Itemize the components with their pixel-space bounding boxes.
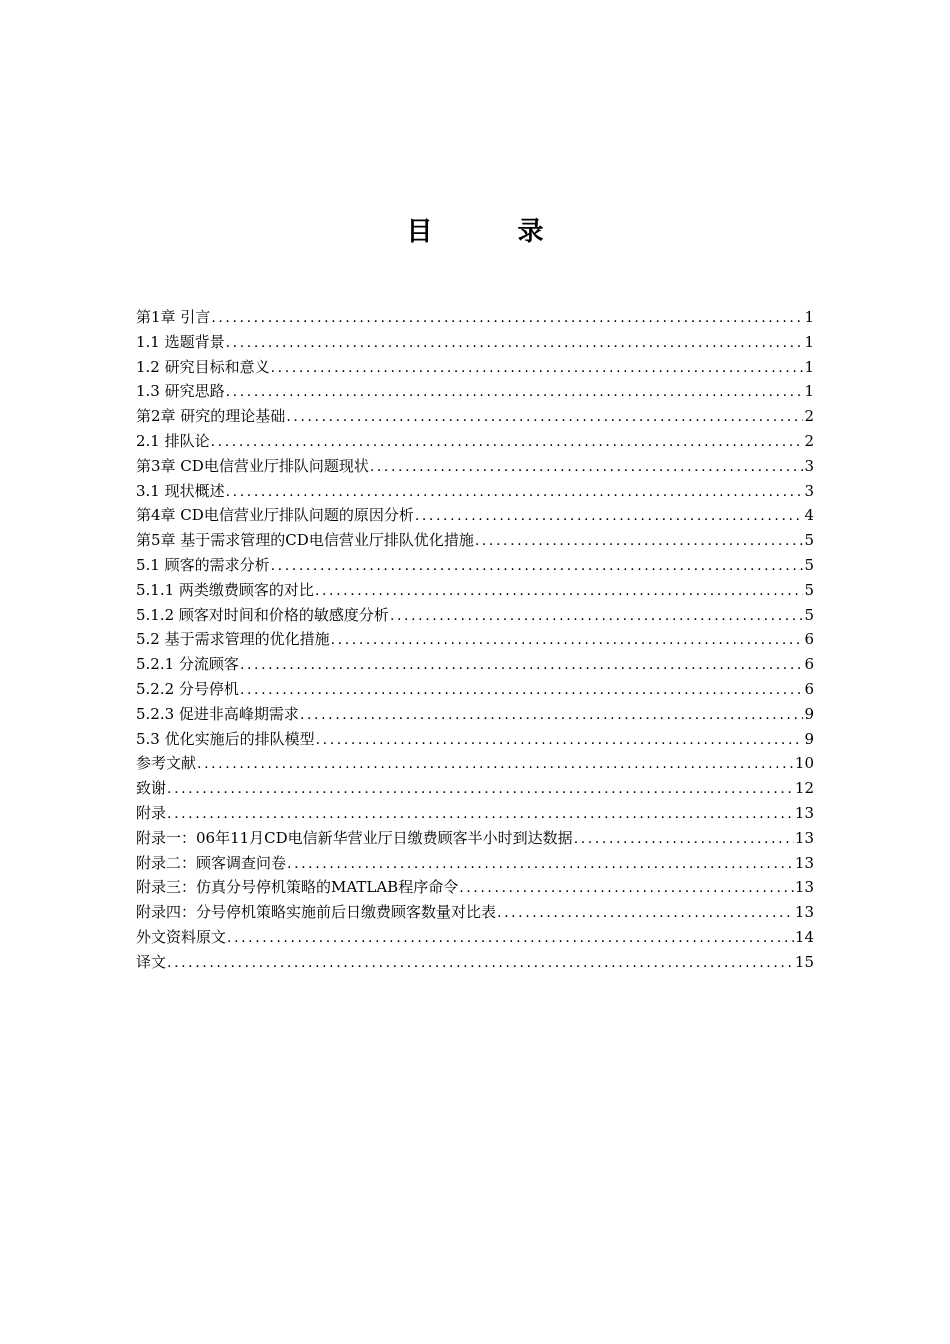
- toc-entry-title: 5.1.2 顾客对时间和价格的敏感度分析: [136, 605, 389, 624]
- toc-entry-title: 第5章 基于需求管理的CD电信营业厅排队优化措施: [136, 531, 474, 550]
- toc-entry-title: 致谢: [136, 779, 167, 798]
- toc-dot-leader: [286, 405, 803, 429]
- toc-dot-leader: [167, 777, 794, 801]
- toc-page-number: 4: [804, 506, 814, 525]
- toc-page-number: 6: [804, 655, 814, 674]
- toc-entry-title: 附录三：仿真分号停机策略的MATLAB程序命令: [136, 878, 459, 897]
- toc-dot-leader: [574, 827, 794, 851]
- toc-entry[interactable]: [136, 727, 814, 752]
- toc-dot-leader: [167, 951, 794, 975]
- toc-page-number: 13: [794, 828, 814, 847]
- toc-page-number: 5: [804, 531, 814, 550]
- toc-dot-leader: [271, 356, 804, 380]
- toc-dot-leader: [316, 728, 804, 752]
- toc-page-number: 15: [794, 952, 814, 971]
- toc-dot-leader: [300, 703, 804, 727]
- toc-dot-leader: [271, 554, 804, 578]
- toc-entry[interactable]: [136, 355, 814, 380]
- toc-entry[interactable]: [136, 603, 814, 628]
- toc-entry-title: 译文: [136, 952, 167, 971]
- toc-entry[interactable]: [136, 875, 814, 900]
- toc-entry-title: 第4章 CD电信营业厅排队问题的原因分析: [136, 506, 414, 525]
- toc-entry[interactable]: [136, 578, 814, 603]
- toc-dot-leader: [287, 852, 794, 876]
- toc-entry[interactable]: [136, 627, 814, 652]
- toc-entry[interactable]: [136, 429, 814, 454]
- toc-page-number: 5: [804, 605, 814, 624]
- toc-entry[interactable]: [136, 702, 814, 727]
- toc-entry[interactable]: [136, 379, 814, 404]
- toc-entry-title: 5.2.2 分号停机: [136, 679, 239, 698]
- toc-entry[interactable]: [136, 503, 814, 528]
- toc-dot-leader: [459, 876, 794, 900]
- toc-page-number: 6: [804, 679, 814, 698]
- toc-dot-leader: [240, 653, 804, 677]
- toc-entry[interactable]: [136, 851, 814, 876]
- toc-dot-leader: [390, 604, 804, 628]
- toc-page-number: 9: [804, 704, 814, 723]
- toc-entry-title: 第2章 研究的理论基础: [136, 407, 286, 426]
- toc-dot-leader: [497, 901, 794, 925]
- toc-page-number: 14: [794, 927, 814, 946]
- toc-entry-title: 5.1.1 两类缴费顾客的对比: [136, 580, 314, 599]
- toc-dot-leader: [226, 480, 804, 504]
- toc-page-number: 13: [794, 903, 814, 922]
- toc-entry[interactable]: [136, 454, 814, 479]
- toc-page-number: 2: [804, 431, 814, 450]
- toc-page-number: 5: [804, 580, 814, 599]
- toc-dot-leader: [240, 678, 804, 702]
- toc-entry[interactable]: [136, 652, 814, 677]
- toc-entry-title: 参考文献: [136, 754, 197, 773]
- toc-entry-title: 5.3 优化实施后的排队模型: [136, 729, 315, 748]
- toc-entry-title: 附录二：顾客调查问卷: [136, 853, 287, 872]
- toc-entry[interactable]: [136, 330, 814, 355]
- toc-entry-title: 5.2.1 分流顾客: [136, 655, 239, 674]
- toc-entry-title: 5.2.3 促进非高峰期需求: [136, 704, 299, 723]
- toc-page-number: 2: [804, 407, 814, 426]
- toc-page-number: 6: [804, 630, 814, 649]
- toc-entry-title: 5.1 顾客的需求分析: [136, 555, 270, 574]
- toc-page-number: 5: [804, 555, 814, 574]
- toc-page-number: 1: [804, 332, 814, 351]
- toc-page-number: 3: [804, 481, 814, 500]
- toc-dot-leader: [226, 380, 804, 404]
- toc-entry[interactable]: [136, 677, 814, 702]
- toc-dot-leader: [370, 455, 804, 479]
- toc-dot-leader: [475, 529, 804, 553]
- toc-entry-title: 2.1 排队论: [136, 431, 210, 450]
- toc-entry-title: 5.2 基于需求管理的优化措施: [136, 630, 330, 649]
- toc-entry-title: 第1章 引言: [136, 308, 211, 326]
- toc-page-number: 1: [804, 357, 814, 376]
- toc-entry[interactable]: [136, 553, 814, 578]
- toc-entry[interactable]: [136, 826, 814, 851]
- toc-entry-title: 附录四：分号停机策略实施前后日缴费顾客数量对比表: [136, 903, 497, 922]
- toc-entry[interactable]: [136, 776, 814, 801]
- toc-entry-title: 1.3 研究思路: [136, 382, 225, 401]
- toc-page-number: 13: [794, 853, 814, 872]
- toc-entry[interactable]: [136, 404, 814, 429]
- toc-entry-title: 第3章 CD电信营业厅排队问题现状: [136, 456, 369, 475]
- toc-entry-title: 附录: [136, 803, 167, 822]
- toc-entry[interactable]: [136, 801, 814, 826]
- toc-dot-leader: [211, 430, 804, 454]
- toc-page-number: 13: [794, 878, 814, 897]
- toc-entry[interactable]: [136, 900, 814, 925]
- page-title: 目 录: [406, 217, 582, 247]
- toc-dot-leader: [331, 628, 804, 652]
- toc-page-number: 1: [804, 382, 814, 401]
- toc-entry[interactable]: [136, 479, 814, 504]
- toc-page-number: 13: [794, 803, 814, 822]
- toc-dot-leader: [415, 504, 804, 528]
- toc-page-number: 10: [794, 754, 814, 773]
- toc-dot-leader: [167, 802, 794, 826]
- toc-page-number: 12: [794, 779, 814, 798]
- toc-dot-leader: [315, 579, 804, 603]
- toc-dot-leader: [226, 331, 804, 355]
- toc-entry[interactable]: [136, 528, 814, 553]
- toc-entry-title: 附录一：06年11月CD电信新华营业厅日缴费顾客半小时到达数据: [136, 828, 573, 847]
- toc-entry-title: 3.1 现状概述: [136, 481, 225, 500]
- toc-entry-title: 1.1 选题背景: [136, 332, 225, 351]
- toc-entry[interactable]: [136, 950, 814, 975]
- toc-entry[interactable]: [136, 925, 814, 950]
- toc-entry-title: 1.2 研究目标和意义: [136, 357, 270, 376]
- toc-page-number: 1: [804, 308, 814, 326]
- toc-dot-leader: [211, 306, 803, 330]
- toc-dot-leader: [227, 926, 794, 950]
- toc-page-number: 9: [804, 729, 814, 748]
- toc-entry[interactable]: [136, 305, 814, 330]
- toc-dot-leader: [197, 752, 794, 776]
- toc-page-number: 3: [804, 456, 814, 475]
- toc-entry[interactable]: [136, 751, 814, 776]
- table-of-contents: [136, 305, 814, 975]
- toc-entry-title: 外文资料原文: [136, 927, 227, 946]
